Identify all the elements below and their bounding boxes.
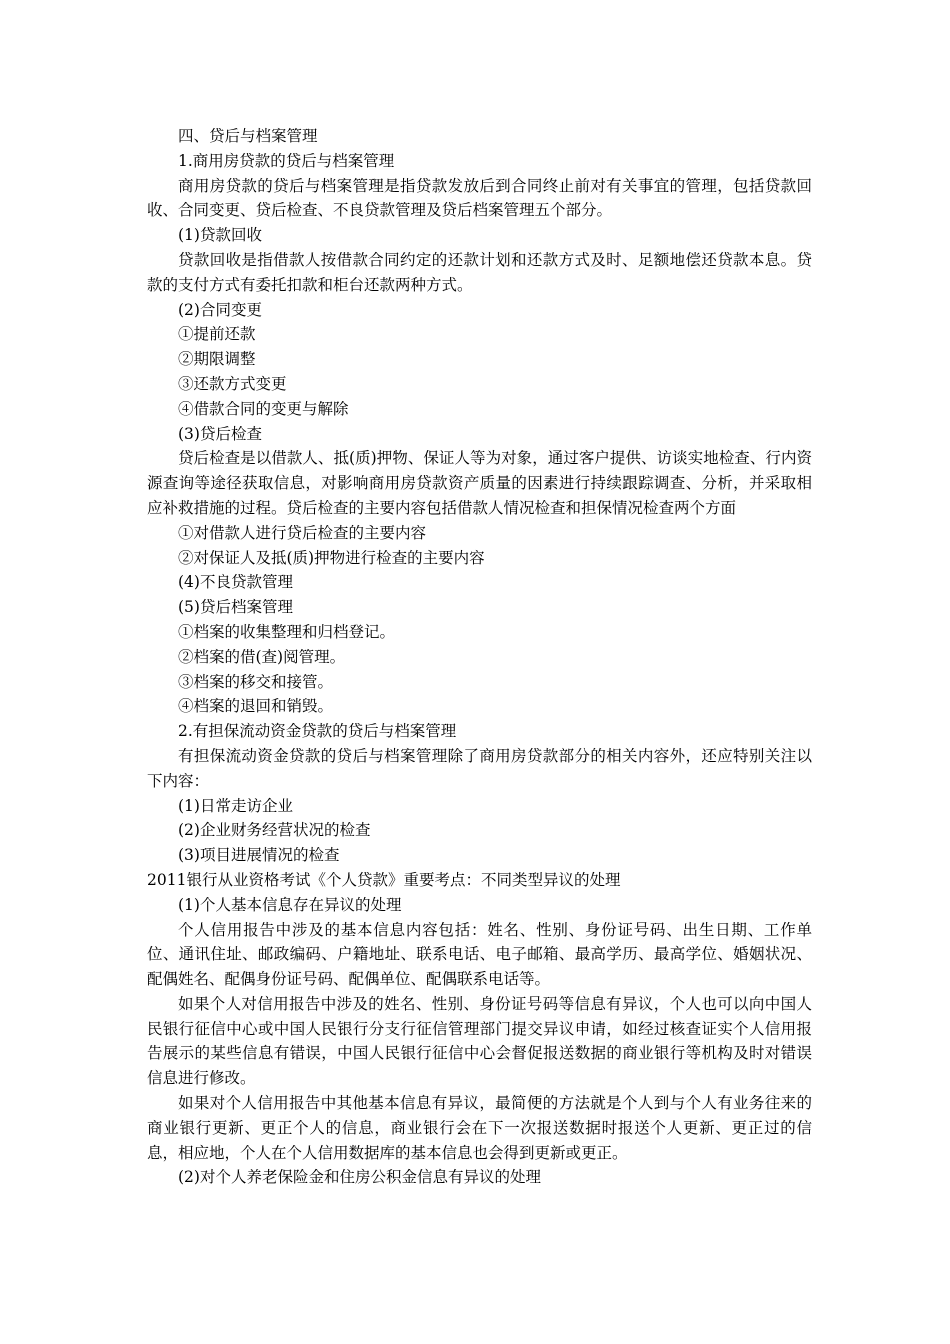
list-item: ④档案的退回和销毁。 — [178, 697, 334, 716]
item-heading: (5)贷后档案管理 — [178, 598, 293, 617]
subsection-heading: 2.有担保流动资金贷款的贷后与档案管理 — [178, 722, 457, 741]
list-item: (2)企业财务经营状况的检查 — [178, 821, 371, 840]
document-page — [147, 124, 812, 1190]
list-item: (3)项目进展情况的检查 — [178, 846, 340, 865]
body-paragraph: 如果个人对信用报告中涉及的姓名、性别、身份证号码等信息有异议，个人也可以向中国人民银行征信中心或中国人民银行分支行征信管理部门提交异议申请，如经过核查证实个人信用报告展示的某些信息有错误，中国人民银行征信中心会督促报送数据的商业银行等机构及时对错误信息进行修改。 — [147, 994, 812, 1088]
list-item: ④借款合同的变更与解除 — [178, 399, 349, 418]
item-heading: (1)个人基本信息存在异议的处理 — [178, 895, 402, 914]
item-heading: (3)贷后检查 — [178, 424, 262, 443]
list-item: ②档案的借(查)阅管理。 — [178, 647, 346, 666]
list-item: ③档案的移交和接管。 — [178, 672, 334, 691]
list-item: ①对借款人进行贷后检查的主要内容 — [178, 523, 427, 542]
item-heading: (4)不良贷款管理 — [178, 573, 293, 592]
list-item: ①提前还款 — [178, 325, 256, 344]
list-item: ②对保证人及抵(质)押物进行检查的主要内容 — [178, 548, 485, 567]
list-item: ①档案的收集整理和归档登记。 — [178, 622, 396, 641]
body-paragraph: 有担保流动资金贷款的贷后与档案管理除了商用房贷款部分的相关内容外，还应特别关注以下内容： — [147, 746, 812, 790]
section-heading: 四、贷后与档案管理 — [178, 127, 318, 145]
body-paragraph: 商用房贷款的贷后与档案管理是指贷款发放后到合同终止前对有关事宜的管理，包括贷款回收、合同变更、贷后检查、不良贷款管理及贷后档案管理五个部分。 — [147, 176, 812, 220]
body-paragraph: 贷后检查是以借款人、抵(质)押物、保证人等为对象，通过客户提供、访谈实地检查、行内资源查询等途径获取信息，对影响商用房贷款资产质量的因素进行持续跟踪调查、分析，并采取相应补救措施的过程。贷后检查的主要内容包括借款人情况检查和担保情况检查两个方面 — [147, 449, 812, 517]
list-item: ②期限调整 — [178, 350, 256, 369]
list-item: ③还款方式变更 — [178, 374, 287, 393]
body-paragraph: 如果对个人信用报告中其他基本信息有异议，最简便的方法就是个人到与个人有业务往来的商业银行更新、更正个人的信息，商业银行会在下一次报送数据时报送个人更新、更正过的信息，相应地，个人在个人信用数据库的基本信息也会得到更新或更正。 — [147, 1094, 812, 1162]
list-item: (1)日常走访企业 — [178, 796, 293, 815]
item-heading: (2)合同变更 — [178, 300, 262, 319]
body-paragraph: 个人信用报告中涉及的基本信息内容包括：姓名、性别、身份证号码、出生日期、工作单位、通讯住址、邮政编码、户籍地址、联系电话、电子邮箱、最高学历、最高学位、婚姻状况、配偶姓名、配偶身份证号码、配偶单位、配偶联系电话等。 — [147, 920, 812, 989]
item-heading: (1)贷款回收 — [178, 226, 262, 245]
body-paragraph: 贷款回收是指借款人按借款合同约定的还款计划和还款方式及时、足额地偿还贷款本息。贷款的支付方式有委托扣款和柜台还款两种方式。 — [147, 250, 812, 294]
subsection-heading: 1.商用房贷款的贷后与档案管理 — [178, 151, 395, 170]
item-heading: (2)对个人养老保险金和住房公积金信息有异议的处理 — [178, 1168, 541, 1187]
article-title: 2011银行从业资格考试《个人贷款》重要考点：不同类型异议的处理 — [147, 870, 621, 889]
